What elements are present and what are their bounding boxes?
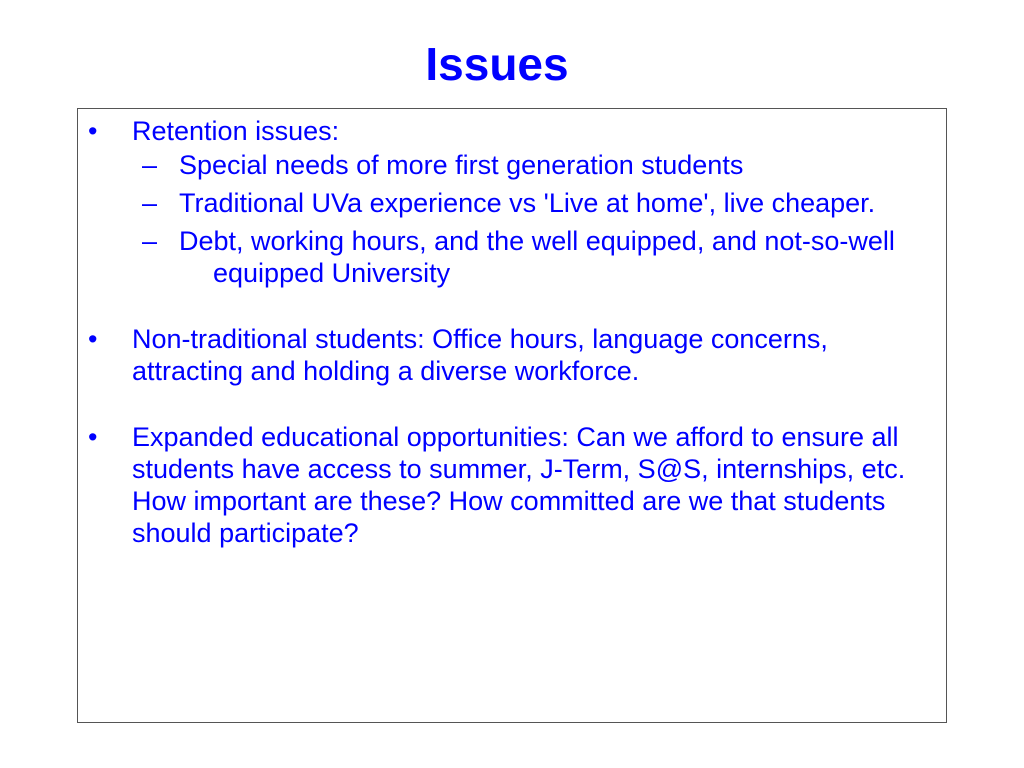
content-box bbox=[77, 108, 947, 723]
bullet-retention-issues bbox=[78, 115, 938, 289]
bullet-icon: • bbox=[88, 422, 98, 452]
sub-item-text: Special needs of more first generation students bbox=[179, 150, 744, 180]
sub-item-text: Debt, working hours, and the well equipped, and not-so-well bbox=[179, 226, 895, 256]
sub-item-text: Traditional UVa experience vs 'Live at home', live cheaper. bbox=[179, 188, 876, 218]
sub-item-text-continued: equipped University bbox=[213, 258, 451, 288]
bullet-text: Retention issues: bbox=[132, 116, 340, 146]
sub-item-uva-experience bbox=[132, 187, 938, 219]
dash-icon: – bbox=[142, 226, 158, 256]
bullet-expanded-opportunities bbox=[78, 421, 938, 549]
bullet-list bbox=[78, 115, 938, 549]
sub-item-first-generation bbox=[132, 149, 938, 181]
sub-list bbox=[132, 149, 938, 289]
dash-icon: – bbox=[142, 188, 158, 218]
bullet-icon: • bbox=[88, 324, 98, 354]
slide-title: Issues bbox=[425, 38, 569, 90]
sub-item-debt-working-hours bbox=[132, 225, 938, 289]
bullet-text: Expanded educational opportunities: Can we afford to ensure all students have access to summer, J-Term, S@S, internships, etc. How important are these? How committed are we that students should participate? bbox=[132, 422, 906, 548]
bullet-icon: • bbox=[88, 116, 98, 146]
dash-icon: – bbox=[142, 150, 158, 180]
bullet-non-traditional-students bbox=[78, 323, 938, 387]
bullet-text: Non-traditional students: Office hours, language concerns, attracting and holding a diverse workforce. bbox=[132, 324, 828, 386]
